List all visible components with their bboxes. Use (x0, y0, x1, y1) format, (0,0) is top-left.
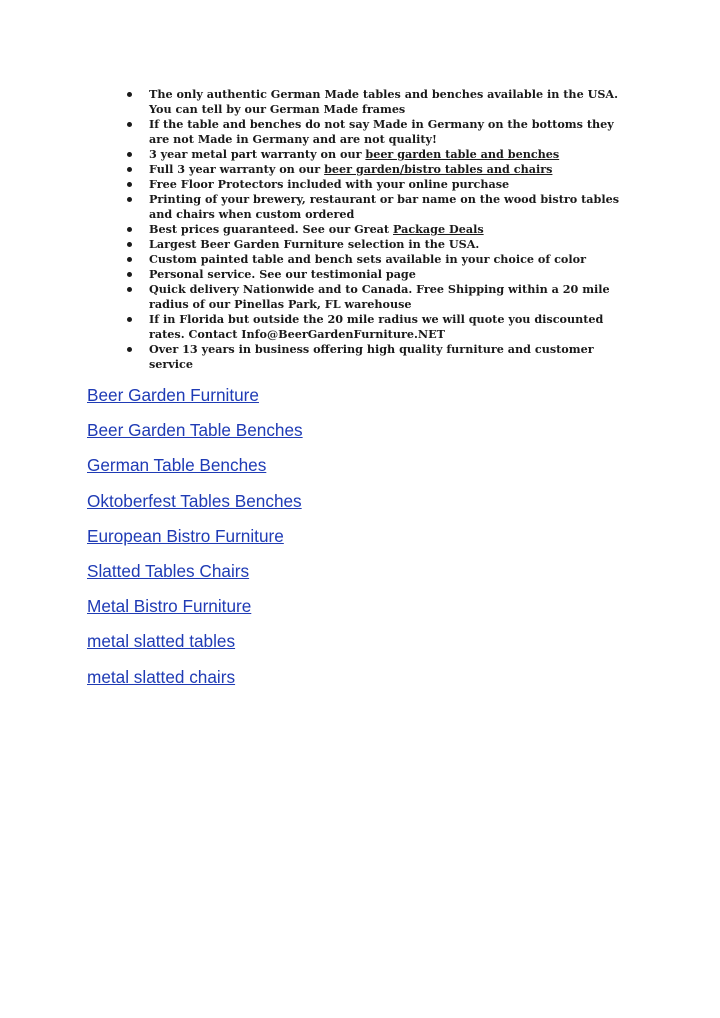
link-oktoberfest-tables-benches[interactable]: Oktoberfest Tables Benches (87, 490, 302, 511)
bullet-text: The only authentic German Made tables and benches available in the USA. You can tell by our German Made frames (149, 87, 618, 116)
bullet-text: If the table and benches do not say Made in Germany on the bottoms they are not Made in Germany and are not quality! (149, 117, 614, 146)
bullet-item (125, 342, 625, 372)
bullet-dot-icon (127, 197, 132, 202)
link-german-table-benches[interactable]: German Table Benches (87, 455, 267, 476)
bullet-text: Quick delivery Nationwide and to Canada. Free Shipping within a 20 mile radius of our Pinellas Park, FL warehouse (149, 282, 610, 311)
bullet-dot-icon (127, 92, 132, 97)
bullet-item (125, 237, 625, 252)
bullet-text: Largest Beer Garden Furniture selection in the USA. (149, 237, 480, 251)
bullet-item (125, 162, 625, 177)
bullet-dot-icon (127, 257, 132, 262)
bullet-item (125, 192, 625, 222)
bullet-dot-icon (127, 347, 132, 352)
link-metal-slatted-chairs[interactable]: metal slatted chairs (87, 666, 236, 687)
bullet-dot-icon (127, 152, 132, 157)
feature-bullet-list (125, 87, 625, 372)
bullet-item (125, 252, 625, 267)
bullet-item (125, 282, 625, 312)
bullet-text: Over 13 years in business offering high quality furniture and customer service (149, 342, 594, 371)
bullet-item (125, 87, 625, 117)
bullet-text: Printing of your brewery, restaurant or bar name on the wood bistro tables and chairs when custom ordered (149, 192, 620, 221)
bullet-dot-icon (127, 317, 132, 322)
link-beer-garden-table-benches[interactable]: Beer Garden Table Benches (87, 420, 303, 441)
bullet-dot-icon (127, 122, 132, 127)
bullet-item (125, 147, 625, 162)
bullet-text: Best prices guaranteed. See our Great (149, 222, 393, 236)
related-links (87, 383, 303, 700)
link-european-bistro-furniture[interactable]: European Bistro Furniture (87, 525, 284, 546)
bullet-text: Custom painted table and bench sets available in your choice of color (149, 252, 586, 266)
beer-garden-table-benches-link[interactable]: beer garden table and benches (365, 147, 560, 161)
link-beer-garden-furniture[interactable]: Beer Garden Furniture (87, 385, 259, 405)
bullet-text: Personal service. See our testimonial page (149, 267, 416, 281)
bullet-dot-icon (127, 167, 132, 172)
bullet-item (125, 177, 625, 192)
bullet-text: 3 year metal part warranty on our (149, 147, 366, 161)
link-metal-bistro-furniture[interactable]: Metal Bistro Furniture (87, 596, 252, 617)
bullet-dot-icon (127, 287, 132, 292)
bullet-text: Full 3 year warranty on our (149, 162, 325, 176)
bullet-item (125, 312, 625, 342)
link-metal-slatted-tables[interactable]: metal slatted tables (87, 631, 236, 652)
bullet-dot-icon (127, 272, 132, 277)
bullet-item (125, 222, 625, 237)
bullet-item (125, 117, 625, 147)
bullet-dot-icon (127, 182, 132, 187)
bullet-dot-icon (127, 227, 132, 232)
link-slatted-tables-chairs[interactable]: Slatted Tables Chairs (87, 560, 250, 581)
bullet-text: Free Floor Protectors included with your online purchase (149, 177, 510, 191)
package-deals-link[interactable]: Package Deals (393, 222, 484, 236)
bullet-item (125, 267, 625, 282)
bullet-text: If in Florida but outside the 20 mile radius we will quote you discounted rates. Contact Info@BeerGardenFurniture.NET (149, 312, 604, 341)
bistro-tables-chairs-link[interactable]: beer garden/bistro tables and chairs (324, 162, 553, 176)
bullet-dot-icon (127, 242, 132, 247)
